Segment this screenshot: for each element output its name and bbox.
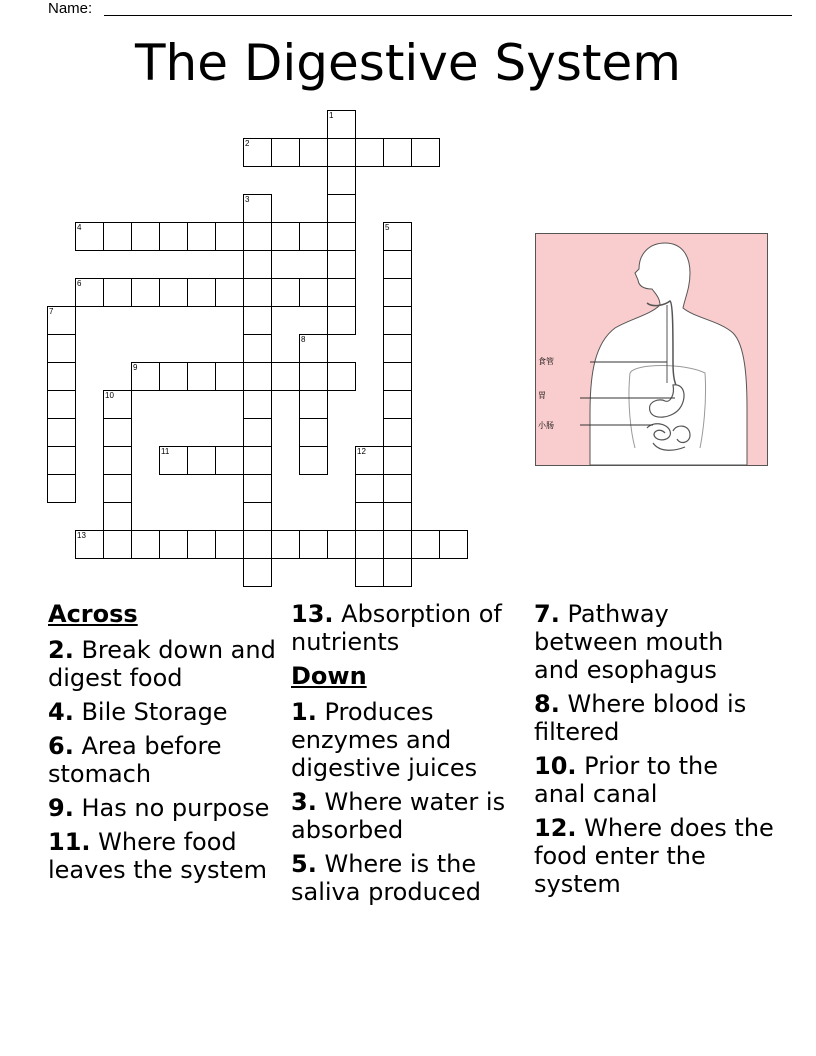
grid-cell[interactable]	[215, 446, 244, 475]
clue-number: 12.	[534, 814, 577, 842]
clue-number: 7.	[534, 600, 560, 628]
clue-number: 9.	[48, 794, 74, 822]
grid-cell[interactable]	[327, 166, 356, 195]
digestive-system-illustration	[535, 233, 768, 466]
grid-cell[interactable]	[355, 474, 384, 503]
cell-number: 3	[245, 195, 250, 204]
grid-cell[interactable]	[103, 446, 132, 475]
grid-cell[interactable]	[383, 222, 412, 251]
grid-cell[interactable]	[383, 306, 412, 335]
clue-number: 13.	[291, 600, 334, 628]
page-title: The Digestive System	[134, 34, 682, 92]
digestive-system-icon	[535, 233, 768, 466]
clue-text: Where is the saliva produced	[291, 850, 481, 906]
label-esophagus: 食管	[538, 357, 554, 366]
grid-cell[interactable]	[131, 362, 160, 391]
grid-cell[interactable]	[355, 530, 384, 559]
cell-number: 7	[49, 307, 54, 316]
label-small-intestine: 小肠	[538, 421, 554, 430]
clue-down-10	[534, 752, 774, 808]
grid-cell[interactable]	[243, 474, 272, 503]
clue-down-12	[534, 814, 774, 898]
grid-cell[interactable]	[327, 222, 356, 251]
clue-across-11	[48, 828, 288, 884]
grid-cell[interactable]	[215, 362, 244, 391]
cell-number: 9	[133, 363, 138, 372]
grid-cell[interactable]	[439, 530, 468, 559]
clue-column-1	[48, 600, 288, 890]
grid-cell[interactable]	[383, 362, 412, 391]
grid-cell[interactable]	[159, 530, 188, 559]
grid-cell[interactable]	[327, 250, 356, 279]
down-heading: Down	[291, 662, 367, 690]
grid-cell[interactable]	[271, 222, 300, 251]
grid-cell[interactable]	[383, 474, 412, 503]
clue-number: 5.	[291, 850, 317, 878]
grid-cell[interactable]	[243, 306, 272, 335]
clue-text: Produces enzymes and digestive juices	[291, 698, 478, 782]
grid-cell[interactable]	[383, 418, 412, 447]
grid-cell[interactable]	[299, 446, 328, 475]
clue-column-3	[534, 600, 774, 904]
grid-cell[interactable]	[131, 278, 160, 307]
grid-cell[interactable]	[103, 474, 132, 503]
grid-cell[interactable]	[271, 138, 300, 167]
grid-cell[interactable]	[327, 138, 356, 167]
grid-cell[interactable]	[299, 390, 328, 419]
cell-number: 2	[245, 139, 250, 148]
grid-cell[interactable]	[355, 502, 384, 531]
grid-cell[interactable]	[299, 418, 328, 447]
clue-down-5	[291, 850, 531, 906]
clue-text: Pathway between mouth and esophagus	[534, 600, 724, 684]
grid-cell[interactable]	[299, 334, 328, 363]
grid-cell[interactable]	[47, 418, 76, 447]
cell-number: 1	[329, 111, 334, 120]
clue-text: Bile Storage	[81, 698, 228, 726]
grid-cell[interactable]	[75, 278, 104, 307]
clue-number: 11.	[48, 828, 91, 856]
grid-cell[interactable]	[327, 530, 356, 559]
clue-across-6	[48, 732, 288, 788]
grid-cell[interactable]	[299, 138, 328, 167]
grid-cell[interactable]	[243, 194, 272, 223]
clue-across-13	[291, 600, 531, 656]
grid-cell[interactable]	[327, 306, 356, 335]
grid-cell[interactable]	[47, 362, 76, 391]
grid-cell[interactable]	[243, 418, 272, 447]
grid-cell[interactable]	[355, 446, 384, 475]
clue-number: 1.	[291, 698, 317, 726]
clue-number: 3.	[291, 788, 317, 816]
clue-number: 10.	[534, 752, 577, 780]
grid-cell[interactable]	[327, 278, 356, 307]
clue-down-7	[534, 600, 774, 684]
grid-cell[interactable]	[47, 446, 76, 475]
grid-cell[interactable]	[47, 474, 76, 503]
grid-cell[interactable]	[187, 278, 216, 307]
grid-cell[interactable]	[383, 390, 412, 419]
clue-across-9	[48, 794, 288, 822]
label-stomach: 胃	[538, 391, 546, 400]
grid-cell[interactable]	[103, 530, 132, 559]
grid-cell[interactable]	[47, 306, 76, 335]
grid-cell[interactable]	[103, 222, 132, 251]
grid-cell[interactable]	[299, 278, 328, 307]
grid-cell[interactable]	[131, 530, 160, 559]
cell-number: 12	[357, 447, 366, 456]
grid-cell[interactable]	[327, 110, 356, 139]
grid-cell[interactable]	[383, 278, 412, 307]
grid-cell[interactable]	[103, 278, 132, 307]
grid-cell[interactable]	[271, 530, 300, 559]
cell-number: 4	[77, 223, 82, 232]
clue-text: Area before stomach	[48, 732, 222, 788]
grid-cell[interactable]	[383, 334, 412, 363]
name-label: Name:	[48, 0, 93, 17]
grid-cell[interactable]	[327, 194, 356, 223]
grid-cell[interactable]	[355, 558, 384, 587]
cell-number: 11	[161, 447, 170, 456]
cell-number: 13	[77, 531, 86, 540]
grid-cell[interactable]	[411, 530, 440, 559]
clue-number: 6.	[48, 732, 74, 760]
grid-cell[interactable]	[243, 530, 272, 559]
clue-text: Break down and digest food	[48, 636, 276, 692]
cell-number: 6	[77, 279, 82, 288]
clue-text: Prior to the anal canal	[534, 752, 719, 808]
clue-across-4	[48, 698, 288, 726]
clue-column-2	[291, 600, 531, 912]
grid-cell[interactable]	[383, 558, 412, 587]
clue-across-2	[48, 636, 288, 692]
grid-cell[interactable]	[411, 138, 440, 167]
across-heading: Across	[48, 600, 138, 628]
grid-cell[interactable]	[215, 530, 244, 559]
grid-cell[interactable]	[187, 362, 216, 391]
grid-cell[interactable]	[159, 362, 188, 391]
grid-cell[interactable]	[243, 558, 272, 587]
clue-text: Where does the food enter the system	[534, 814, 774, 898]
grid-cell[interactable]	[243, 502, 272, 531]
clue-down-8	[534, 690, 774, 746]
clue-text: Where food leaves the system	[48, 828, 268, 884]
grid-cell[interactable]	[243, 222, 272, 251]
grid-cell[interactable]	[159, 446, 188, 475]
grid-cell[interactable]	[243, 250, 272, 279]
grid-cell[interactable]	[47, 334, 76, 363]
grid-cell[interactable]	[75, 222, 104, 251]
clue-down-3	[291, 788, 531, 844]
grid-cell[interactable]	[383, 138, 412, 167]
grid-cell[interactable]	[103, 390, 132, 419]
clue-down-1	[291, 698, 531, 782]
grid-cell[interactable]	[103, 502, 132, 531]
clue-number: 8.	[534, 690, 560, 718]
cell-number: 10	[105, 391, 114, 400]
grid-cell[interactable]	[299, 222, 328, 251]
cell-number: 5	[385, 223, 390, 232]
grid-cell[interactable]	[299, 530, 328, 559]
grid-cell[interactable]	[271, 362, 300, 391]
clue-text: Absorption of nutrients	[291, 600, 502, 656]
grid-cell[interactable]	[131, 222, 160, 251]
grid-cell[interactable]	[243, 138, 272, 167]
grid-cell[interactable]	[243, 334, 272, 363]
grid-cell[interactable]	[383, 502, 412, 531]
grid-cell[interactable]	[187, 222, 216, 251]
grid-cell[interactable]	[75, 530, 104, 559]
grid-cell[interactable]	[383, 530, 412, 559]
grid-cell[interactable]	[159, 222, 188, 251]
grid-cell[interactable]	[383, 446, 412, 475]
grid-cell[interactable]	[243, 278, 272, 307]
clue-number: 2.	[48, 636, 74, 664]
cell-number: 8	[301, 335, 306, 344]
clue-text: Where water is absorbed	[291, 788, 506, 844]
grid-cell[interactable]	[243, 390, 272, 419]
clue-text: Has no purpose	[81, 794, 270, 822]
grid-cell[interactable]	[103, 418, 132, 447]
grid-cell[interactable]	[271, 278, 300, 307]
clue-text: Where blood is filtered	[534, 690, 747, 746]
grid-cell[interactable]	[215, 222, 244, 251]
grid-cell[interactable]	[243, 362, 272, 391]
clue-number: 4.	[48, 698, 74, 726]
grid-cell[interactable]	[355, 138, 384, 167]
grid-cell[interactable]	[187, 530, 216, 559]
grid-cell[interactable]	[215, 278, 244, 307]
grid-cell[interactable]	[47, 390, 76, 419]
grid-cell[interactable]	[299, 362, 328, 391]
grid-cell[interactable]	[187, 446, 216, 475]
grid-cell[interactable]	[383, 250, 412, 279]
grid-cell[interactable]	[243, 446, 272, 475]
grid-cell[interactable]	[159, 278, 188, 307]
grid-cell[interactable]	[327, 362, 356, 391]
